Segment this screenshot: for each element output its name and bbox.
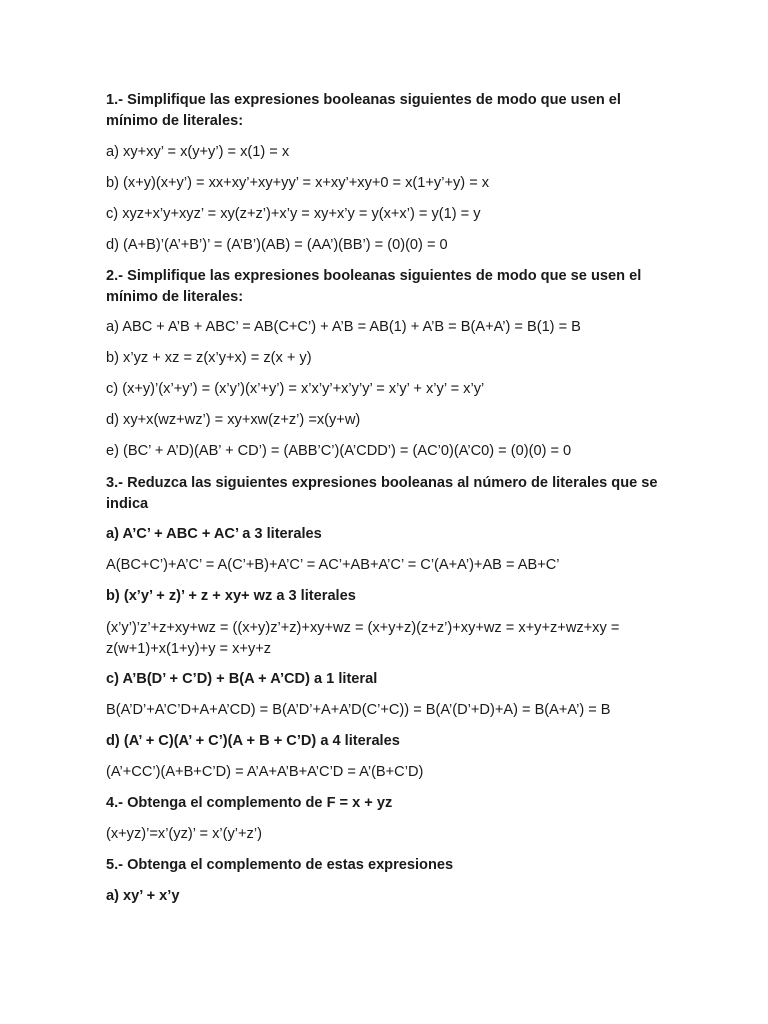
- heading-exercise-4: 4.- Obtenga el complemento de F = x + yz: [106, 795, 393, 811]
- answer-3b: (x’y’)’z’+z+xy+wz = ((x+y)z’+z)+xy+wz = (x+y+z)(z+z’)+xy+wz = x+y+z+wz+xy = z(w+1)+x(1+y)+y = x+y+z: [106, 620, 620, 657]
- answer-1b: b) (x+y)(x+y’) = xx+xy’+xy+yy’ = x+xy’+xy+0 = x(1+y’+y) = x: [106, 175, 490, 191]
- answer-1c: c) xyz+x’y+xyz’ = xy(z+z’)+x’y = xy+x’y = y(x+x’) = y(1) = y: [106, 206, 481, 222]
- heading-exercise-5: 5.- Obtenga el complemento de estas expresiones: [106, 857, 454, 873]
- answer-1d: d) (A+B)’(A’+B’)’ = (A’B’)(AB) = (AA’)(BB’) = (0)(0) = 0: [106, 237, 448, 253]
- heading-exercise-3: 3.- Reduzca las siguientes expresiones booleanas al número de literales que se indica: [106, 475, 658, 512]
- heading-exercise-2: 2.- Simplifique las expresiones booleanas siguientes de modo que se usen el mínimo de literales:: [106, 268, 642, 305]
- answer-2b: b) x’yz + xz = z(x’y+x) = z(x + y): [106, 350, 312, 366]
- heading-exercise-1: 1.- Simplifique las expresiones booleanas siguientes de modo que usen el mínimo de literales:: [106, 92, 621, 129]
- answer-3a: A(BC+C’)+A’C’ = A(C’+B)+A’C’ = AC’+AB+A’C’ = C’(A+A’)+AB = AB+C’: [106, 557, 560, 573]
- subheading-3b: b) (x’y’ + z)’ + z + xy+ wz a 3 literales: [106, 588, 356, 604]
- answer-2c: c) (x+y)’(x’+y’) = (x’y’)(x’+y’) = x’x’y’+x’y’y’ = x’y’ + x’y’ = x’y’: [106, 381, 485, 397]
- answer-2d: d) xy+x(wz+wz’) = xy+xw(z+z’) =x(y+w): [106, 412, 361, 428]
- answer-2a: a) ABC + A’B + ABC’ = AB(C+C’) + A’B = AB(1) + A’B = B(A+A’) = B(1) = B: [106, 319, 581, 335]
- subheading-5a: a) xy’ + x’y: [106, 888, 180, 904]
- answer-3d: (A’+CC’)(A+B+C’D) = A’A+A’B+A’C’D = A’(B+C’D): [106, 764, 424, 780]
- subheading-3c: c) A’B(D’ + C’D) + B(A + A’CD) a 1 literal: [106, 671, 378, 687]
- answer-1a: a) xy+xy’ = x(y+y’) = x(1) = x: [106, 144, 290, 160]
- answer-4: (x+yz)’=x’(yz)’ = x’(y’+z’): [106, 826, 262, 842]
- answer-3c: B(A’D’+A’C’D+A+A’CD) = B(A’D’+A+A’D(C’+C)) = B(A’(D’+D)+A) = B(A+A’) = B: [106, 702, 611, 718]
- answer-2e: e) (BC’ + A’D)(AB’ + CD’) = (ABB’C’)(A’CDD’) = (AC’0)(A’C0) = (0)(0) = 0: [106, 443, 572, 459]
- subheading-3d: d) (A’ + C)(A’ + C’)(A + B + C’D) a 4 literales: [106, 733, 400, 749]
- subheading-3a: a) A’C’ + ABC + AC’ a 3 literales: [106, 526, 322, 542]
